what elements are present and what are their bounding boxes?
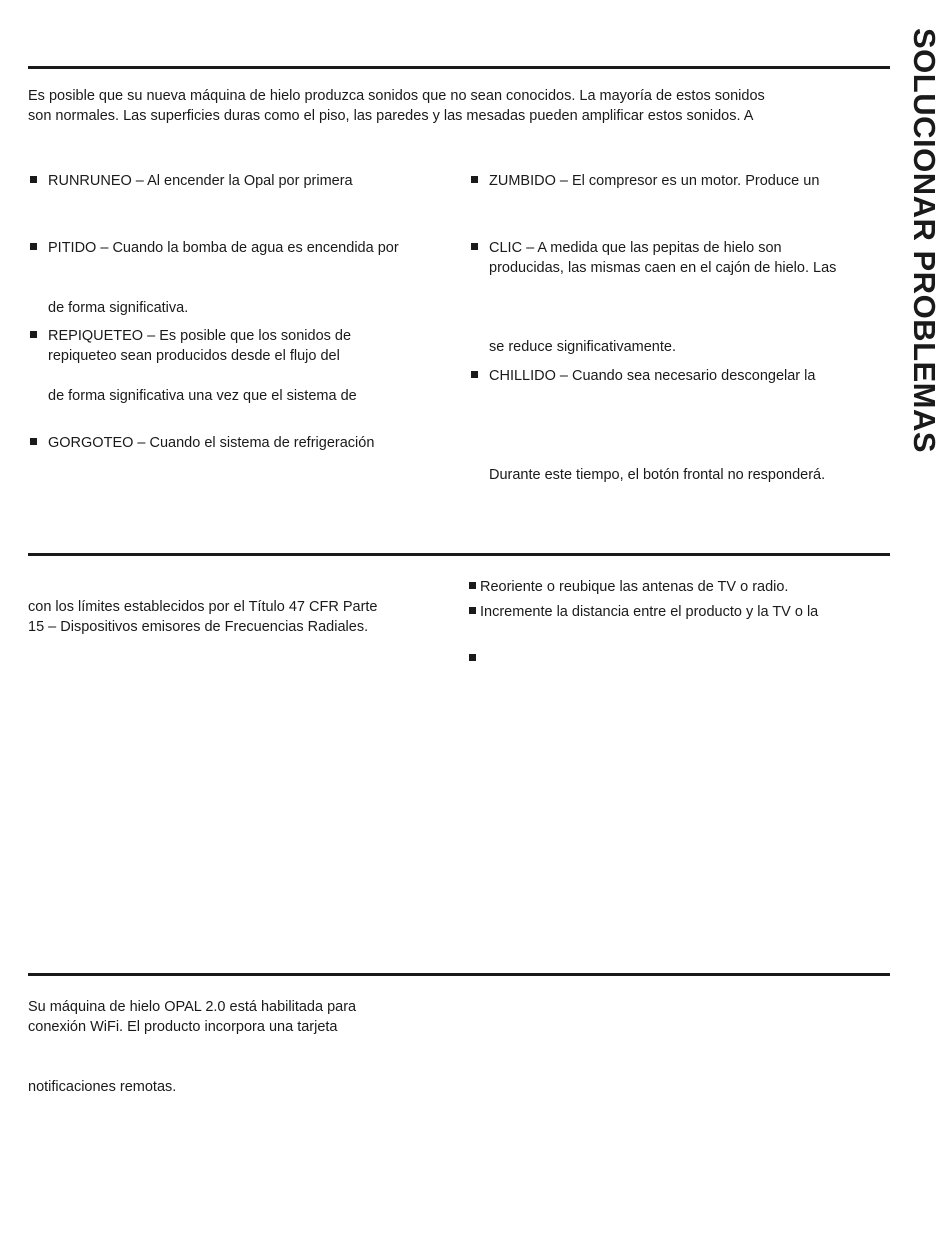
bullet-icon xyxy=(30,438,37,445)
interference-item-reorient: Reoriente o reubique las antenas de TV o radio. xyxy=(469,577,788,597)
sound-item-chillido-cont: Durante este tiempo, el botón frontal no responderá. xyxy=(489,467,826,483)
section-divider-wifi xyxy=(28,973,890,976)
interference-left-line-1: con los límites establecidos por el Título 47 CFR Parte xyxy=(28,599,378,615)
interference-item-distance: Incremente la distancia entre el producto y la TV o la xyxy=(469,602,818,622)
bullet-icon xyxy=(469,582,476,589)
sound-item-pitido: PITIDO – Cuando la bomba de agua es encendida por xyxy=(30,238,399,258)
bullet-icon xyxy=(30,176,37,183)
bullet-icon xyxy=(471,176,478,183)
sound-item-runruneo: RUNRUNEO – Al encender la Opal por primera xyxy=(30,171,353,191)
sound-item-chillido: CHILLIDO – Cuando sea necesario descongelar la xyxy=(471,366,815,386)
wifi-line-3: notificaciones remotas. xyxy=(28,1079,177,1095)
sound-item-pitido-cont: de forma significativa. xyxy=(48,300,189,316)
sounds-intro-line-2: son normales. Las superficies duras como el piso, las paredes y las mesadas pueden amplificar estos sonidos. A xyxy=(28,108,754,124)
sound-item-clic-line-2: producidas, las mismas caen en el cajón de hielo. Las xyxy=(489,260,837,276)
section-side-title: SOLUCIONAR PROBLEMAS xyxy=(907,28,942,454)
bullet-icon xyxy=(30,243,37,250)
sound-item-repiqueteo-line-2: repiqueteo sean producidos desde el flujo del xyxy=(48,348,340,364)
sound-item-clic-line-3: se reduce significativamente. xyxy=(489,339,676,355)
sound-item-gorgoteo: GORGOTEO – Cuando el sistema de refrigeración xyxy=(30,433,374,453)
interference-left-line-2: 15 – Dispositivos emisores de Frecuencias Radiales. xyxy=(28,619,369,635)
sound-item-zumbido: ZUMBIDO – El compresor es un motor. Produce un xyxy=(471,171,819,191)
wifi-line-2: conexión WiFi. El producto incorpora una tarjeta xyxy=(28,1019,338,1035)
bullet-icon xyxy=(30,331,37,338)
sounds-intro-line-1: Es posible que su nueva máquina de hielo produzca sonidos que no sean conocidos. La mayoría de estos sonidos xyxy=(28,88,765,104)
sound-item-repiqueteo: REPIQUETEO – Es posible que los sonidos de xyxy=(30,326,351,346)
bullet-icon xyxy=(469,607,476,614)
wifi-line-1: Su máquina de hielo OPAL 2.0 está habilitada para xyxy=(28,999,357,1015)
sound-item-repiqueteo-line-3: de forma significativa una vez que el sistema de xyxy=(48,388,357,404)
bullet-icon xyxy=(469,654,476,661)
interference-item-empty xyxy=(469,649,487,669)
bullet-icon xyxy=(471,243,478,250)
section-divider-interference xyxy=(28,553,890,556)
sound-item-clic: CLIC – A medida que las pepitas de hielo son xyxy=(471,238,782,258)
bullet-icon xyxy=(471,371,478,378)
section-divider-sounds xyxy=(28,66,890,69)
